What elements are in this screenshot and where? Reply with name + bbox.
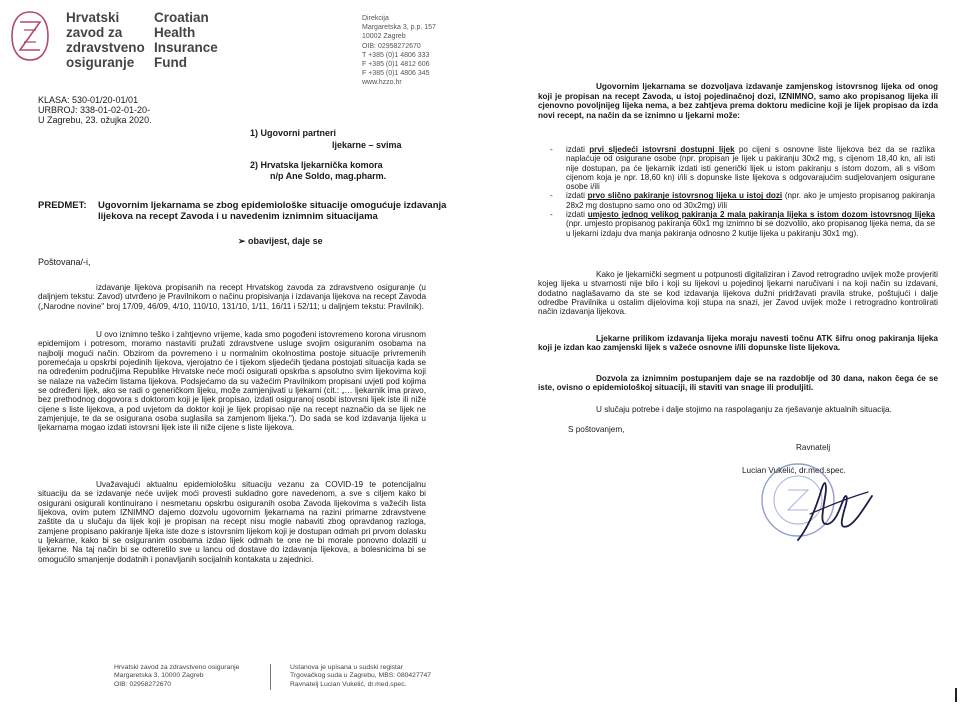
contact-line: Margaretska 3, p.p. 157 <box>362 24 436 32</box>
bullet-detail: (npr. ako je umjesto propisanog pakiranja 28x2 mg dostupno samo ono od 30x2mg) i/ili <box>566 191 935 210</box>
greeting: Poštovana/-i, <box>38 257 91 267</box>
subject-label: PREDMET: <box>38 200 87 211</box>
paragraph-situation: U ovo iznimno teško i zahtjevno vrijeme, kada smo pogođeni istovremeno korona virusnom epidemijom i potresom, moramo nastaviti pružati zdravstvene usluge svojim osiguranim osobama na najbolji mogući način. Obzirom da povremeno i u normalnim okolnostima postoje situacije privremenih poremećaja u opskrbi pojedinih lijekova, vjerojatno će i tijekom sljedećih tjedana postojati situacija kada se na određenim područjima Republike Hrvatske neće moći osigurati opskrba s apsolutno svim lijekovima koji se nalaze na važećim listama lijekova. Podsjećamo da su važećim Pravilnikom propisani uvjeti pod kojima se određeni lijek, ako se radi o generičkom lijeku, može zamjenjivati u ljekarni (cit.: „… ljekarnik ima pravo, bez prethodnog dogovora s doktorom koji je lijek propisao, izdati osiguranoj osobi istovrsni lijek iste ili niže cijene s liste lijekova, a pod uvjetom da doktor koji je lijek propisao nije na recept naznačio da se lijek ne zamjenjuje, te da se osigurana osoba suglasila sa zamjenom lijeka."). Do sada se kod izdavanja lijeka u ljekarnama mogao izdati istovrsni lijek iste ili niže cijene s liste lijekova. <box>38 330 426 433</box>
contact-line: T +385 (0)1 4806 333 <box>362 51 430 59</box>
list-item <box>550 191 935 210</box>
bullet-list <box>550 145 935 238</box>
subject-text: Ugovornim ljekarnama se zbog epidemiološke situacije omogućuje izdavanja lijekova na recept Zavoda i u navedenim iznimnim situacijama <box>98 200 447 222</box>
org-name-croatian <box>66 10 145 70</box>
org-hr-line: zavod za <box>66 25 123 40</box>
bullet-text <box>566 145 935 191</box>
org-en-line: Fund <box>154 55 187 70</box>
bullet-detail: po cijeni s osnovne liste lijekova bez da se razlika naplaćuje od osigurane osobe (npr. propisan je lijek u pakiranju 30x2 mg, s cijenom 18,40 kn, ali isti nije dostupan, pa će ljekarnik izdati isti generički lijek u istom pakiranju s istom dozom, ali s višom cijenom koja je npr. 18,60 kn) i/ili s dopunske liste lijekova s odgovarajućim sudjelovanjem osigurane osobe i/ili <box>566 145 935 192</box>
footer-line: OIB: 02958272670 <box>114 680 172 688</box>
org-en-line: Insurance <box>154 40 218 55</box>
notice-line: ➢ obavijest, daje se <box>238 236 323 246</box>
bullet-prefix: izdati <box>566 145 590 154</box>
urbroj: URBROJ: 338-01-02-01-20- <box>38 105 151 115</box>
org-en-line: Health <box>154 25 196 40</box>
contact-line: www.hzzo.hr <box>362 79 402 87</box>
contact-line: OIB: 02958272670 <box>362 42 421 50</box>
bullet-emphasis: prvo slično pakiranje istovrsnog lijeka u istoj dozi <box>587 191 783 201</box>
letter-date: U Zagrebu, 23. ožujka 2020. <box>38 115 152 125</box>
org-hr-line: zdravstveno <box>66 40 145 55</box>
handwritten-signature <box>788 468 878 548</box>
paragraph-atk: Ljekarne prilikom izdavanja lijeka moraju navesti točnu ATK šifru onog pakiranja lijeka koji je izdan kao zamjenski lijek s važeće osnovne i/ili dopunske liste lijekova. <box>538 334 938 353</box>
bullet-prefix: izdati <box>566 191 588 201</box>
bullet-emphasis: umjesto jednog velikog pakiranja 2 mala pakiranja lijeka s istom dozom istovrsnog lijeka <box>587 210 935 220</box>
recipient-2-title: 2) Hrvatska ljekarnička komora <box>250 160 383 170</box>
footer-line: Hrvatski zavod za zdravstveno osiguranje <box>114 664 240 671</box>
org-name-english <box>154 10 218 70</box>
closing: S poštovanjem, <box>568 425 625 434</box>
recipient-1-title: 1) Ugovorni partneri <box>250 128 337 138</box>
bullet-dash: - <box>550 210 553 220</box>
paragraph-covid: Uvažavajući aktualnu epidemiološku situaciju vezanu za COVID-19 te potencijalnu situaciju da se izdavanje neće uvijek moći provesti sukladno gore navedenom, a sve s ciljem kako bi osigurani osigurali kontinuirano i nesmetanu opskrbu osiguranih osoba Zavoda lijekovima s važećih lista lijekova, ovim putem IZNIMNO dajemo dozvolu ugovornim ljekarnama na razini primarne zdravstvene zaštite da u slučaju da lijek koji je propisan na recept nisu mogle nabaviti zbog opravdanog razloga, zamjene propisano pakiranje lijeka iste doze s istovrsnim lijekom koji je dostupan odmah pri prvom dolasku u ljekarne, kako bi se osiguranim osobama izdao lijek odmah te one ne bi morale ponovno dolaziti u ljekarne. Na taj način bi se odteretilo sve u lancu od dostave do izdavanja lijekova, a bolesnicima bi se omogućilo smanjenje dodatnih i ponavljanih socijalnih kontakata u zajednici. <box>38 480 426 564</box>
bullet-detail: (npr. umjesto propisanog pakiranja 60x1 mg iznimno bi se dozvolilo, ako propisanog lijeka nema, da se u ljekarni izdaju dva manja pakiranja odnosno 2 kutije lijeka u pakiranju 30x1 mg). <box>566 219 935 238</box>
contact-block <box>362 14 436 88</box>
bullet-emphasis: prvi sljedeći istovrsni dostupni lijek <box>589 145 735 154</box>
org-hr-line: osiguranje <box>66 55 135 70</box>
hzzo-logo <box>8 10 52 62</box>
contact-line: Direkcija <box>362 15 389 22</box>
paragraph-permission: Ugovornim ljekarnama se dozvoljava izdavanje zamjenskog istovrsnog lijeka od onog koji je propisan na recept Zavoda, u istoj pojedinačnoj dozi, IZNIMNO, samo ako propisanog lijeka ili cjenovno povoljnijeg lijeka nema, a bez zahtjeva prema doktoru medicine koji je lijek propisao da izda novi recept, na način da se iznimno u ljekarni može: <box>538 82 938 120</box>
contact-line: 10002 Zagreb <box>362 33 406 41</box>
recipient-2-detail: n/p Ane Soldo, mag.pharm. <box>270 171 387 181</box>
org-en-line: Croatian <box>154 10 209 25</box>
paragraph-pravilnik: izdavanje lijekova propisanih na recept Hrvatskog zavoda za zdravstveno osiguranje (u daljnjem tekstu: Zavod) utvrđeno je Pravilnikom o načinu propisivanja i izdavanja lijekova na recept Zavoda („Narodne novine" broj 17/09, 46/09, 4/10, 110/10, 131/10, 1/11, 16/11 i 52/11; u daljnjem tekstu: Pravilnik). <box>38 283 426 311</box>
bullet-dash: - <box>550 145 553 154</box>
bullet-text <box>566 191 935 210</box>
org-hr-line: Hrvatski <box>66 10 120 25</box>
footer-divider <box>270 664 271 690</box>
footer-left <box>114 664 239 689</box>
signatory-title: Ravnatelj <box>796 443 831 452</box>
edge-marker <box>955 688 957 702</box>
footer-line: Ustanova je upisana u sudski registar <box>290 664 403 671</box>
letter-page-1 <box>0 0 480 727</box>
klasa: KLASA: 530-01/20-01/01 <box>38 95 139 105</box>
bullet-dash: - <box>550 191 553 201</box>
list-item <box>550 145 935 191</box>
list-item <box>550 210 935 238</box>
letter-page-2 <box>520 0 962 727</box>
footer-line: Trgovačkog suda u Zagrebu, MBS: 080427747 <box>290 672 432 680</box>
paragraph-digital: Kako je ljekarnički segment u potpunosti digitaliziran i Zavod retrogradno uvijek može provjeriti kojeg lijeka u stvarnosti nije bilo i koji su lijekovi u pojedinoj ljekarni naručivani i na koji način su izdavani, dodatno naglašavamo da ste se kod izdavanja lijekova dužni pridržavati pravila struke, poštujući i dalje odredbe Pravilnika u ostalim dijelovima koji stupa na snazi, jer Zavod uvijek može i retrogradno kontrolirati način izdavanja lijekova. <box>538 270 938 317</box>
paragraph-help: U slučaju potrebe i dalje stojimo na raspolaganju za rješavanje aktualnih situacija. <box>596 405 892 414</box>
contact-line: F +385 (0)1 4806 345 <box>362 70 430 78</box>
bullet-prefix: izdati <box>566 210 588 220</box>
signatory-name: Lucian Vukelić, dr.med.spec. <box>742 466 846 475</box>
footer-line: Ravnatelj Lucian Vukelić, dr.med.spec. <box>290 680 407 688</box>
bullet-text <box>566 210 935 238</box>
footer-line: Margaretska 3, 10000 Zagreb <box>114 672 204 680</box>
document-meta <box>38 95 152 125</box>
paragraph-30-days: Dozvola za iznimnim postupanjem daje se na razdoblje od 30 dana, nakon čega će se iste, ovisno o epidemiološkoj situaciji, ili staviti van snage ili produljiti. <box>538 374 938 393</box>
footer-right <box>290 664 431 689</box>
contact-line: F +385 (0)1 4812 606 <box>362 61 430 69</box>
recipient-1-detail: ljekarne – svima <box>332 140 402 150</box>
